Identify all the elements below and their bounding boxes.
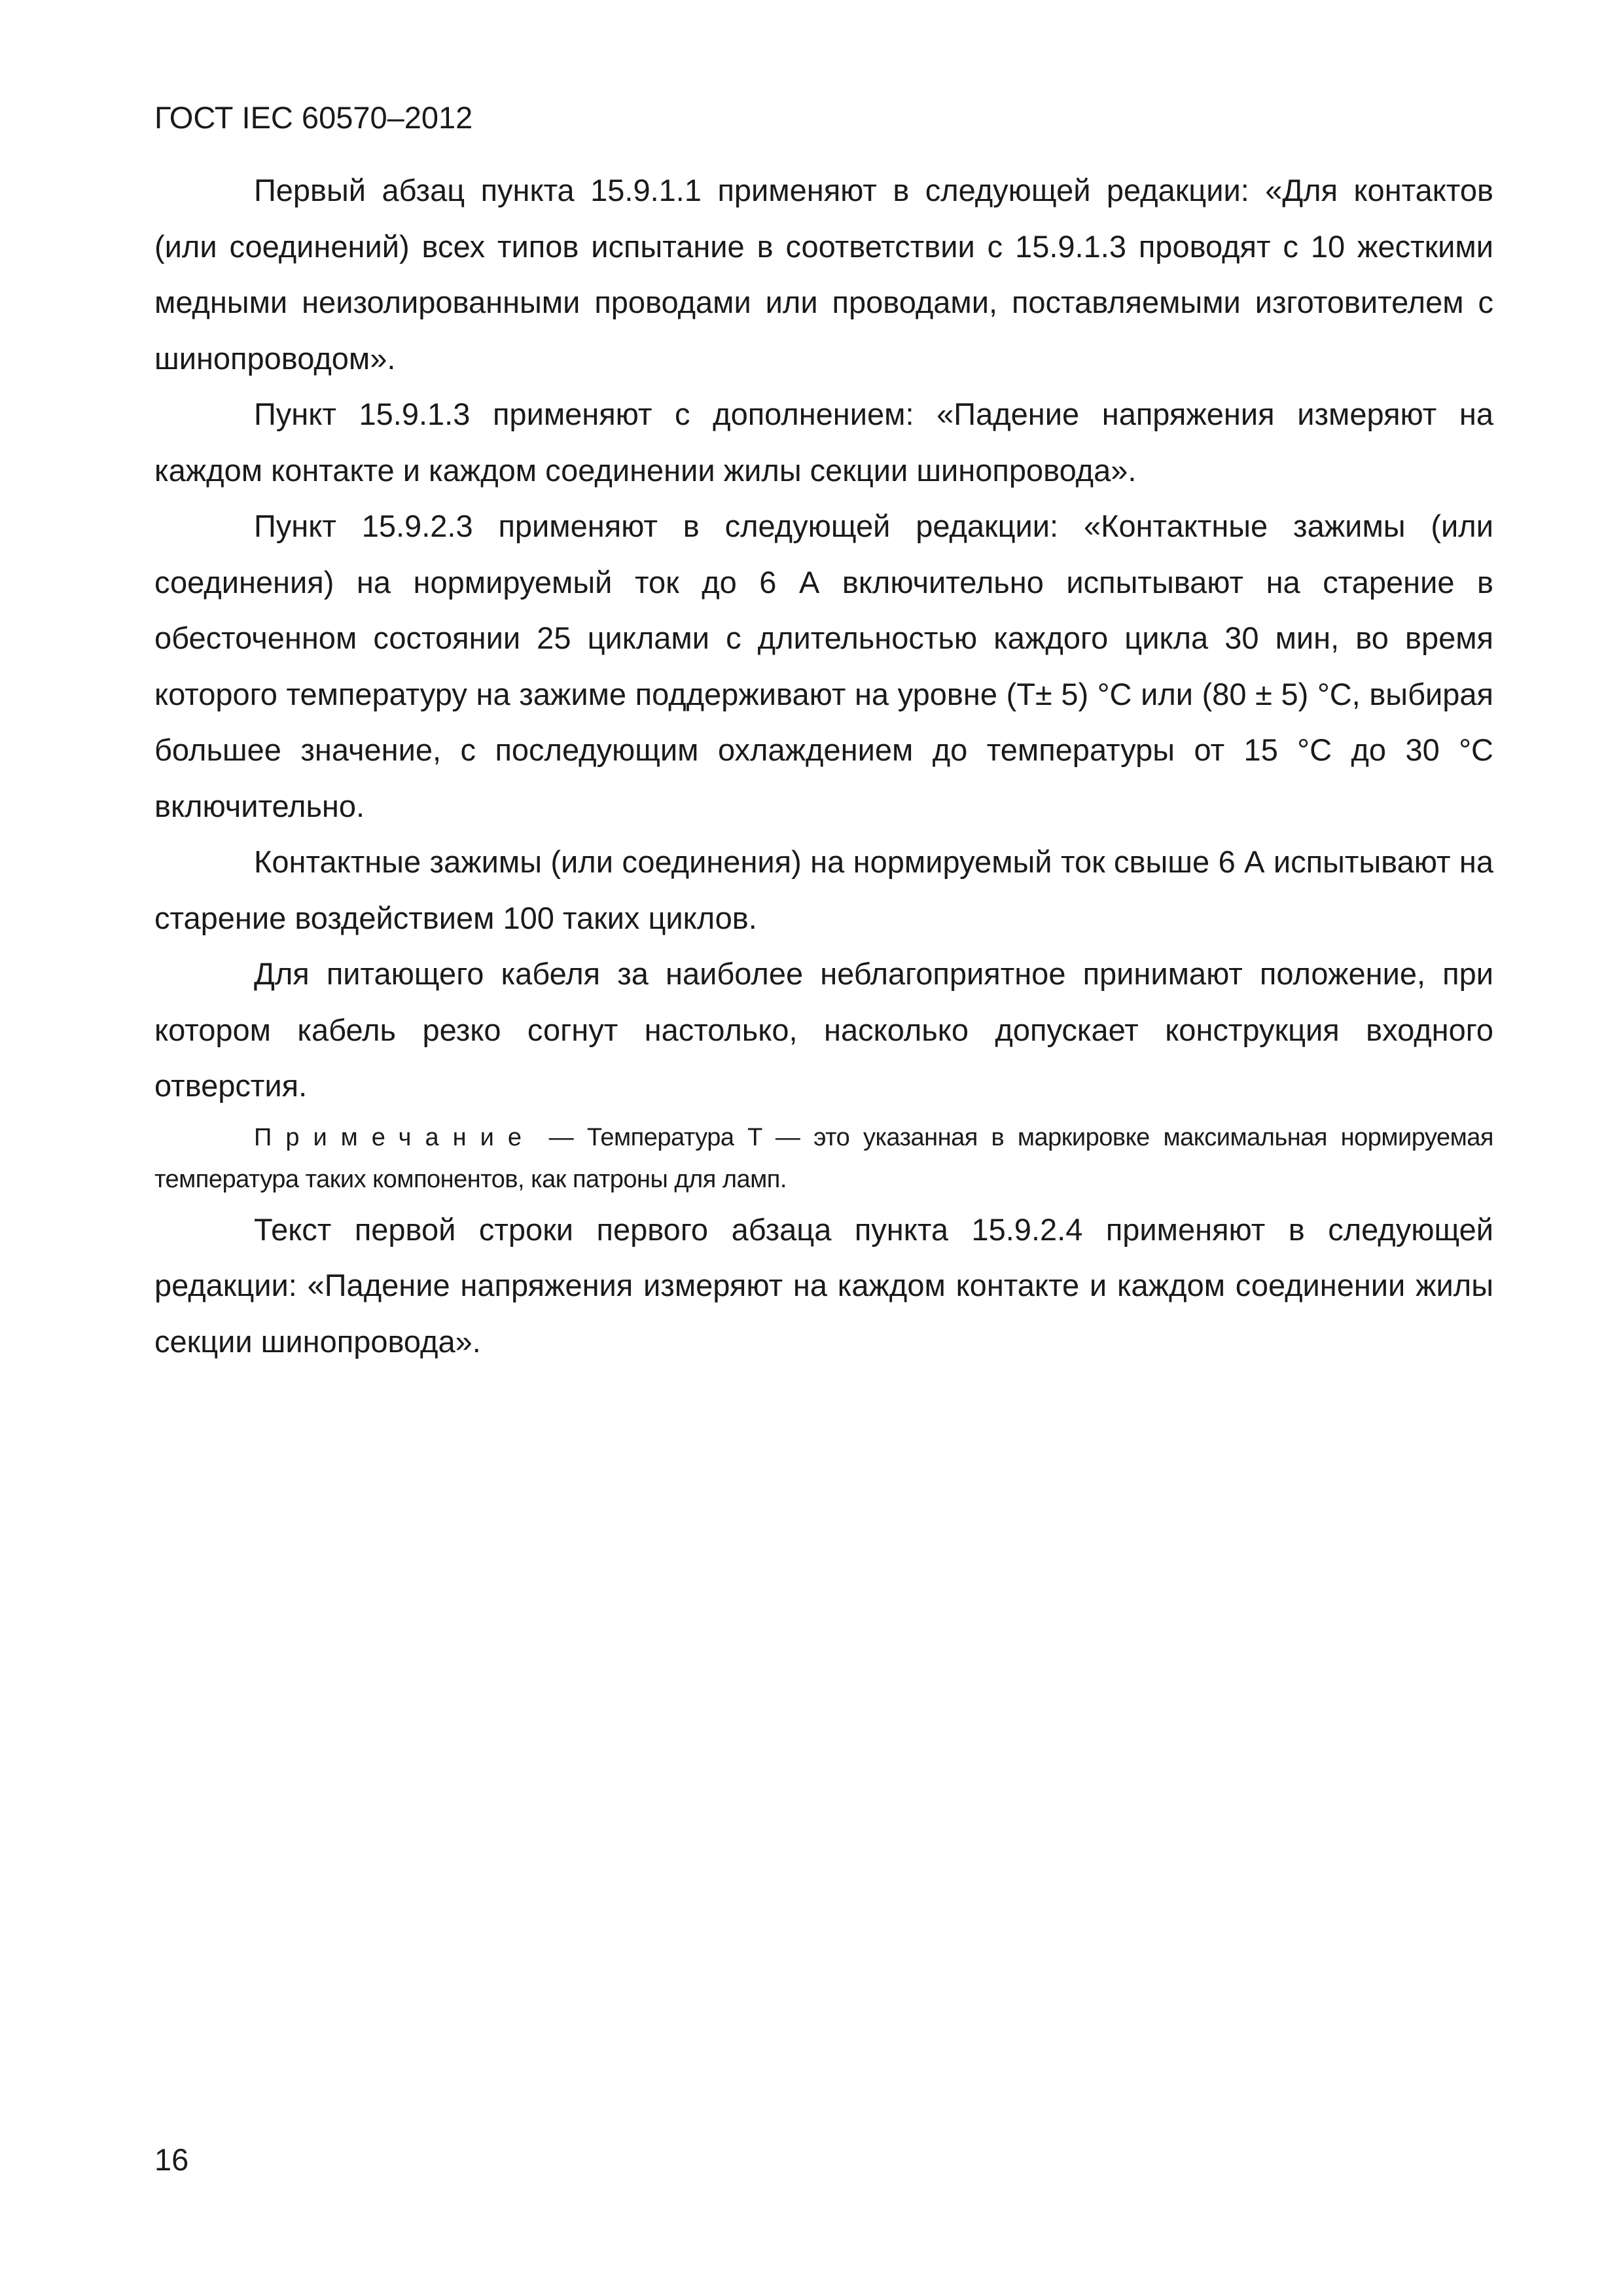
paragraph-15-9-2-3: Пункт 15.9.2.3 применяют в следующей редакции: «Контактные зажимы (или соединения) на нормируемый ток до 6 А включительно испытывают на старение в обесточенном состоянии 25 циклами с длительностью каждого цикла 30 мин, во время которого температуру на зажиме поддерживают на уровне (T± 5) °С или (80 ± 5) °С, выбирая большее значение, с последующим охлаждением до температуры от 15 °С до 30 °С включительно. — [154, 509, 1493, 823]
page-number: 16 — [154, 2142, 189, 2177]
paragraph-supply-cable: Для питающего кабеля за наиболее неблагоприятное принимают положение, при котором кабель резко согнут настолько, насколько допускает конструкция входного отверстия. — [154, 956, 1493, 1103]
note — [154, 1117, 1493, 1200]
document-header: ГОСТ IEC 60570–2012 — [154, 100, 473, 135]
paragraph-15-9-2-4: Текст первой строки первого абзаца пункта 15.9.2.4 применяют в следующей редакции: «Падение напряжения измеряют на каждом контакте и каждом соединении жилы секции шинопровода». — [154, 1211, 1493, 1359]
document-body — [154, 162, 1493, 1369]
note-text: — Температура T — это указанная в маркировке максимальная нормируемая температура таких компонентов, как патроны для ламп. — [154, 1123, 1493, 1193]
paragraph-15-9-1-1: Первый абзац пункта 15.9.1.1 применяют в следующей редакции: «Для контактов (или соединений) всех типов испытание в соответствии с 15.9.1.3 проводят с 10 жесткими медными неизолированными проводами или проводами, поставляемыми изготовителем с шинопроводом». — [154, 173, 1493, 376]
paragraph-contact-terminals: Контактные зажимы (или соединения) на нормируемый ток свыше 6 А испытывают на старение воздействием 100 таких циклов. — [154, 844, 1493, 935]
note-label: Примечание — [254, 1123, 535, 1151]
paragraph-15-9-1-3: Пункт 15.9.1.3 применяют с дополнением: «Падение напряжения измеряют на каждом контакте и каждом соединении жилы секции шинопровода». — [154, 397, 1493, 488]
